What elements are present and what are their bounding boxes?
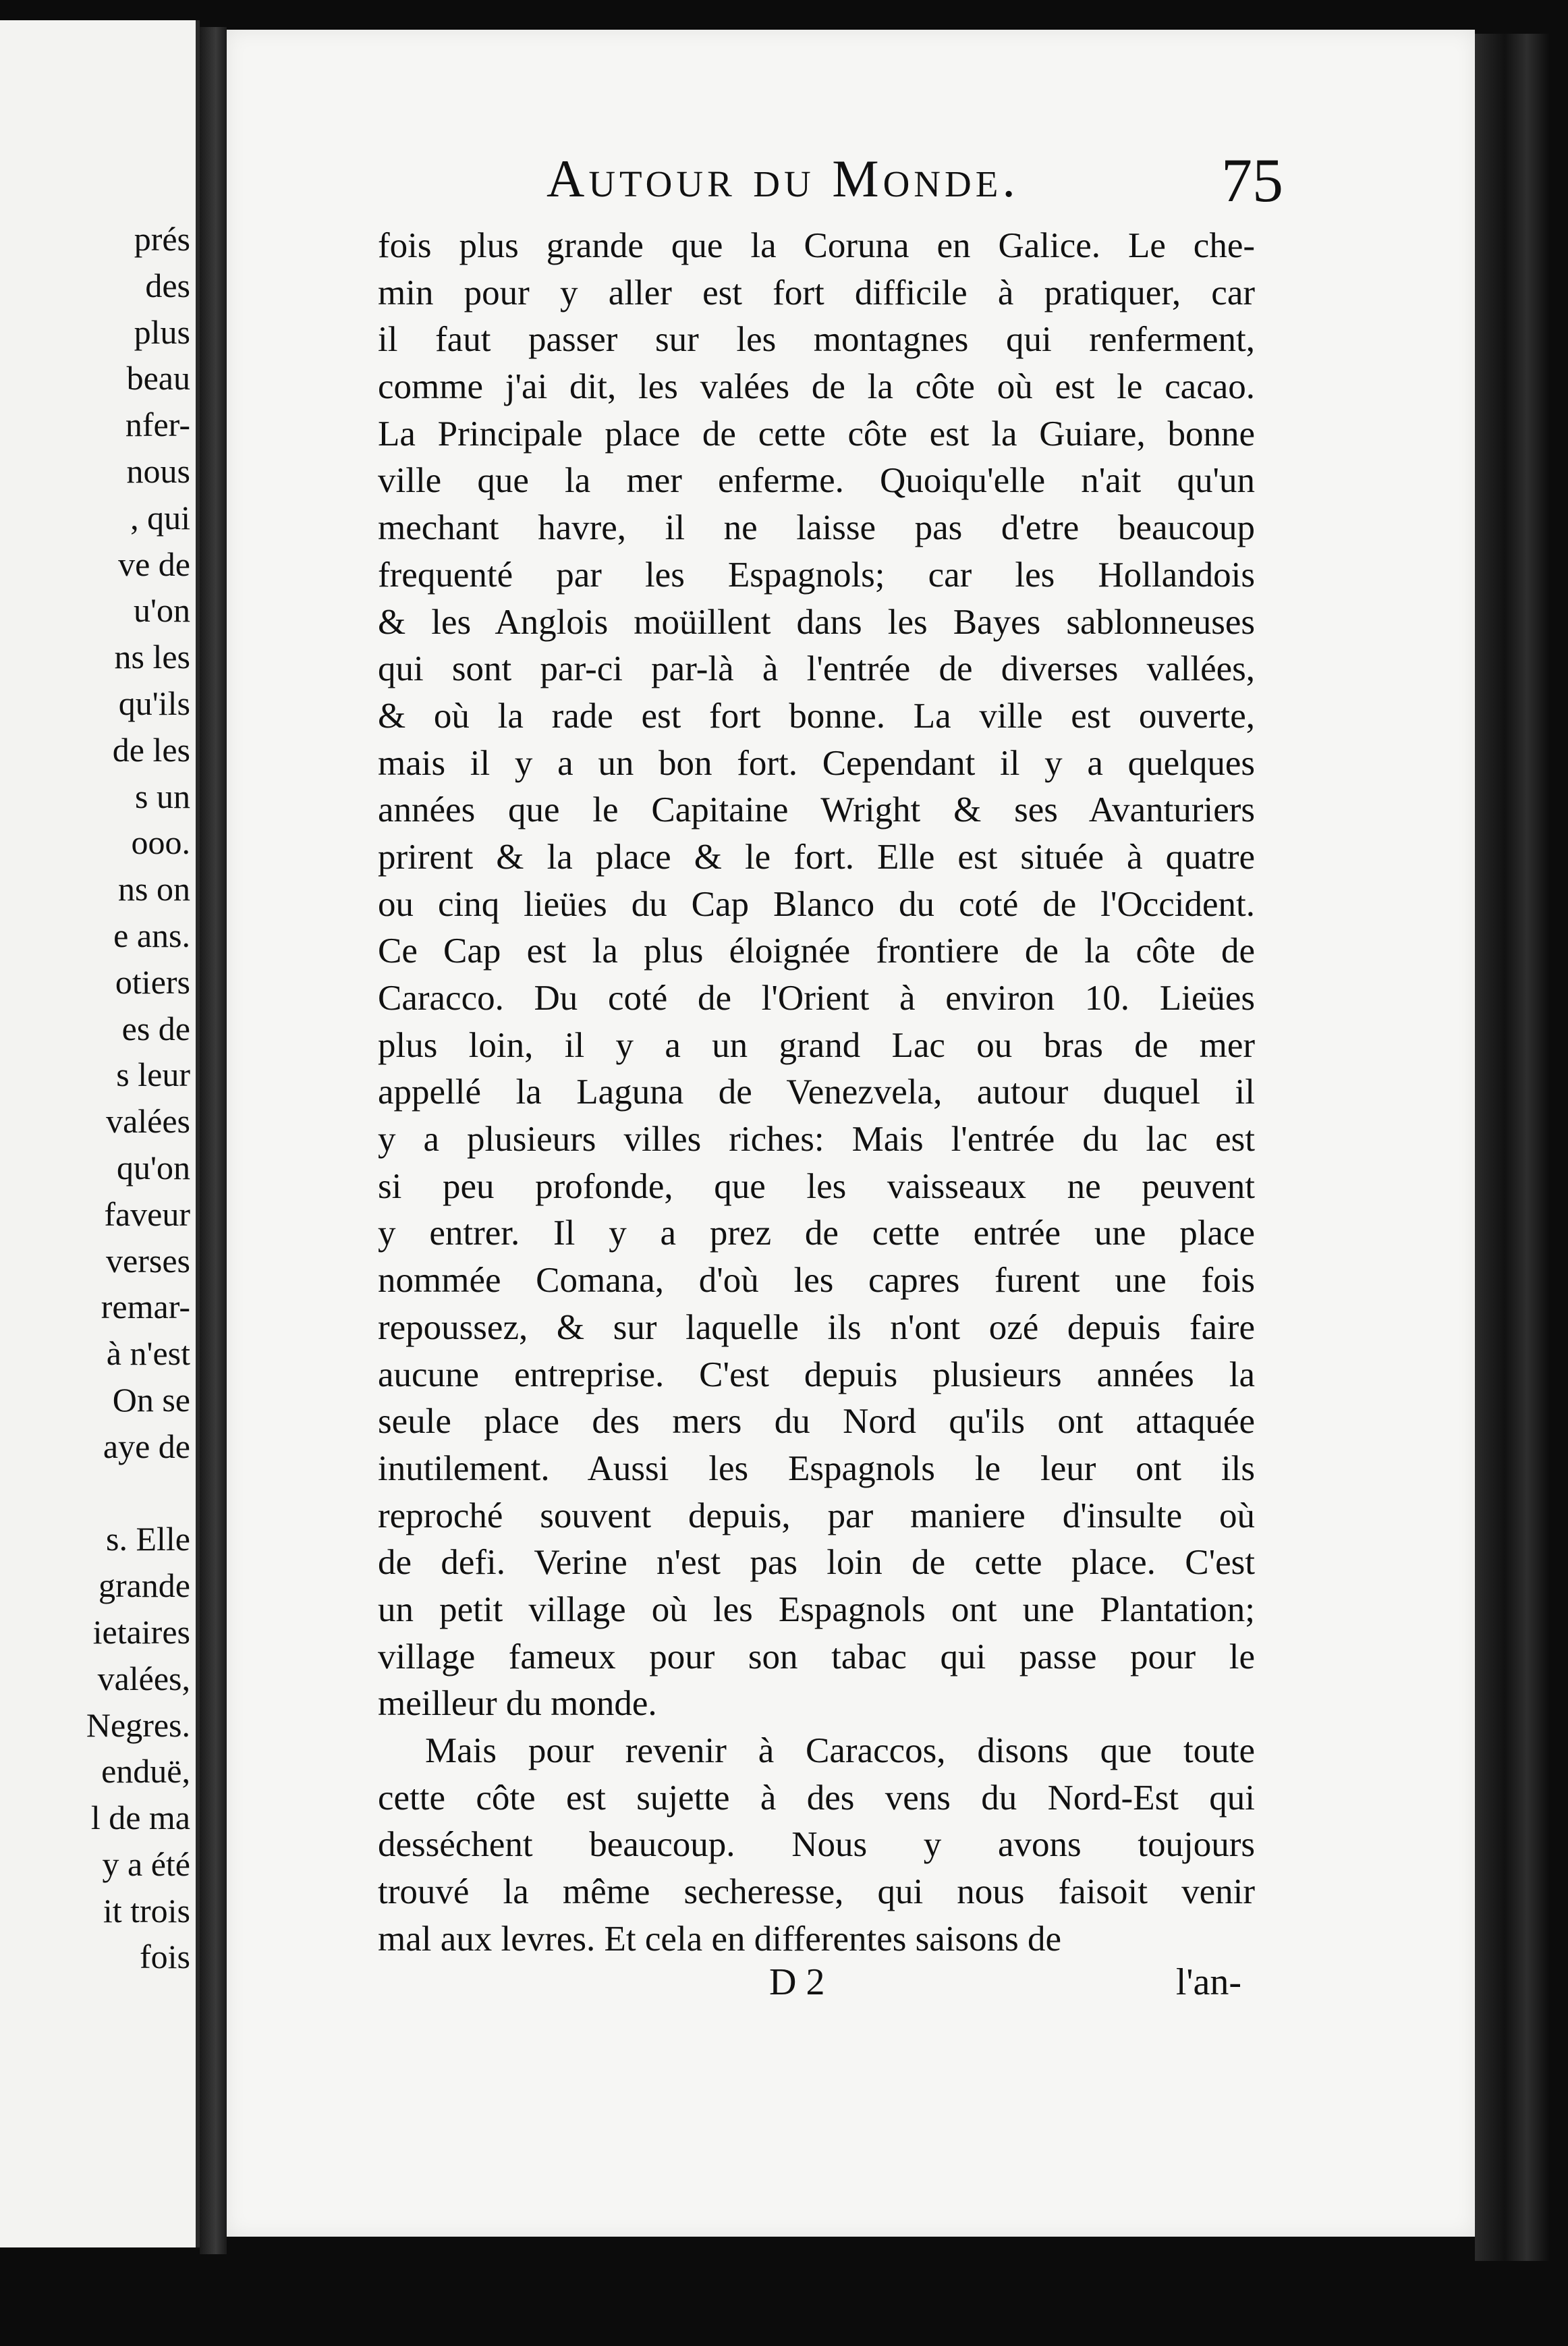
left-page-line: it trois <box>103 1891 190 1930</box>
text-line: reproché souvent depuis, par maniere d'insulte où <box>378 1496 1255 1535</box>
text-line: un petit village où les Espagnols ont une Plantation; <box>378 1589 1255 1629</box>
left-page-line: à n'est <box>106 1334 190 1373</box>
left-page <box>0 20 200 2247</box>
text-line: meilleur du monde. <box>378 1684 657 1724</box>
page-number: 75 <box>1221 146 1283 215</box>
text-line: frequenté par les Espagnols; car les Hollandois <box>378 555 1255 595</box>
text-line: nommée Comana, d'où les capres furent une fois <box>378 1261 1255 1301</box>
left-page-line: ve de <box>118 545 190 583</box>
catchword: l'an- <box>1175 1961 1241 2003</box>
text-line: repoussez, & sur laquelle ils n'ont ozé depuis faire <box>378 1307 1255 1347</box>
text-line: mal aux levres. Et cela en differentes saisons de <box>378 1919 1062 1959</box>
signature-mark: D 2 <box>769 1961 825 2003</box>
text-line: trouvé la même secheresse, qui nous faisoit venir <box>378 1872 1255 1912</box>
left-page-line: Negres. <box>86 1706 190 1744</box>
running-title: Autour du Monde. <box>547 149 1019 208</box>
text-line: qui sont par-ci par-là à l'entrée de diverses vallées, <box>378 649 1255 689</box>
left-page-line: ooo. <box>131 823 190 862</box>
text-line: fois plus grande que la Coruna en Galice. Le che- <box>378 226 1255 265</box>
left-page-line: u'on <box>133 591 190 630</box>
left-page-line <box>86 1470 190 1517</box>
text-line: inutilement. Aussi les Espagnols le leur ont ils <box>378 1448 1255 1488</box>
left-page-line: verses <box>106 1241 190 1280</box>
text-line: min pour y aller est fort difficile à pratiquer, car <box>378 273 1255 312</box>
text-line: & où la rade est fort bonne. La ville est ouverte, <box>378 696 1255 736</box>
text-line: prirent & la place & le fort. Elle est située à quatre <box>378 837 1255 877</box>
left-page-line: ns on <box>118 870 190 908</box>
left-page-line: de les <box>112 730 190 769</box>
text-line: desséchent beaucoup. Nous y avons toujours <box>378 1825 1255 1865</box>
left-page-line: des <box>145 266 190 304</box>
left-page-line: s un <box>135 777 190 815</box>
left-page-line: ns les <box>114 638 190 676</box>
text-line: de defi. Verine n'est pas loin de cette place. C'est <box>378 1543 1255 1583</box>
page-header <box>317 146 1283 229</box>
left-page-line: remar- <box>101 1288 190 1326</box>
text-line: La Principale place de cette côte est la Guiare, bonne <box>378 414 1255 454</box>
page-edge <box>1475 34 1549 2261</box>
text-line: il faut passer sur les montagnes qui renferment, <box>378 320 1255 360</box>
left-page-line: On se <box>112 1380 190 1419</box>
text-line: cette côte est sujette à des vens du Nord-Est qui <box>378 1778 1255 1818</box>
left-page-line: nous <box>126 452 190 490</box>
left-page-line: fois <box>140 1938 190 1976</box>
left-page-line: otiers <box>115 962 190 1001</box>
left-page-line: nfer- <box>125 406 190 444</box>
text-line: Ce Cap est la plus éloignée frontiere de la côte de <box>378 931 1255 971</box>
left-page-line: enduë, <box>101 1752 190 1791</box>
text-line: village fameux pour son tabac qui passe pour le <box>378 1637 1255 1676</box>
left-page-line: grande <box>98 1566 190 1605</box>
text-line: seule place des mers du Nord qu'ils ont attaquée <box>378 1402 1255 1442</box>
left-page-line: e ans. <box>113 916 190 954</box>
left-page-line: valées, <box>97 1659 190 1697</box>
left-page-line: s. Elle <box>106 1520 190 1558</box>
page-footer <box>378 1961 1255 2015</box>
body-text <box>378 223 1255 1963</box>
left-page-line: l de ma <box>90 1799 190 1837</box>
left-page-line: ietaires <box>92 1612 190 1651</box>
text-line: y entrer. Il y a prez de cette entrée une place <box>378 1213 1255 1253</box>
text-line: ou cinq lieües du Cap Blanco du coté de l'Occident. <box>378 884 1255 924</box>
gutter-shadow <box>200 27 227 2254</box>
text-line: aucune entreprise. C'est depuis plusieurs années la <box>378 1355 1255 1394</box>
left-page-line: plus <box>134 312 190 351</box>
text-line: Caracco. Du coté de l'Orient à environ 10. Lieües <box>378 979 1255 1018</box>
left-page-text <box>86 216 190 1980</box>
left-page-line: es de <box>121 1009 190 1047</box>
left-page-line: qu'on <box>116 1148 190 1186</box>
left-page-line: aye de <box>103 1427 190 1465</box>
text-line: & les Anglois moüillent dans les Bayes sablonneuses <box>378 602 1255 642</box>
left-page-line: , qui <box>130 498 190 537</box>
left-page-line: y a été <box>102 1845 190 1883</box>
text-line: Mais pour revenir à Caraccos, disons que toute <box>425 1731 1255 1770</box>
text-line: comme j'ai dit, les valées de la côte où est le cacao. <box>378 367 1255 407</box>
left-page-line: beau <box>126 359 190 398</box>
text-line: mechant havre, il ne laisse pas d'etre beaucoup <box>378 508 1255 548</box>
text-line: années que le Capitaine Wright & ses Avanturiers <box>378 790 1255 830</box>
left-page-line: s leur <box>116 1056 190 1094</box>
text-line: plus loin, il y a un grand Lac ou bras de mer <box>378 1025 1255 1065</box>
text-line: y a plusieurs villes riches: Mais l'entrée du lac est <box>378 1120 1255 1160</box>
left-page-line: qu'ils <box>118 684 190 722</box>
left-page-line: faveur <box>104 1195 190 1233</box>
text-line: appellé la Laguna de Venezvela, autour duquel il <box>378 1072 1255 1112</box>
text-line: si peu profonde, que les vaisseaux ne peuvent <box>378 1166 1255 1206</box>
text-line: ville que la mer enferme. Quoiqu'elle n'ait qu'un <box>378 461 1255 501</box>
left-page-line: prés <box>134 220 190 258</box>
text-line: mais il y a un bon fort. Cependant il y a quelques <box>378 743 1255 783</box>
left-page-line: valées <box>106 1102 190 1141</box>
